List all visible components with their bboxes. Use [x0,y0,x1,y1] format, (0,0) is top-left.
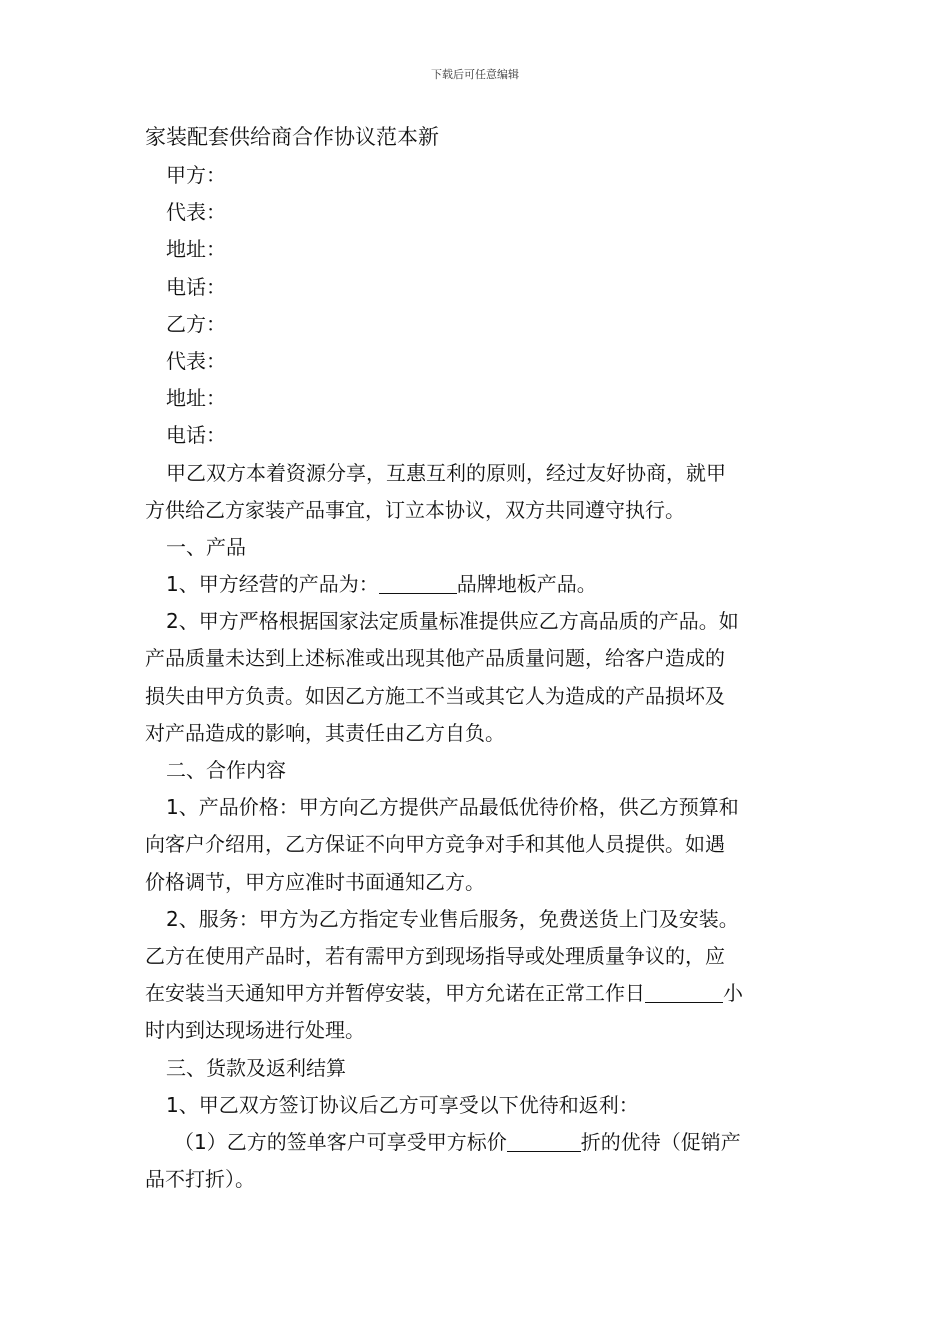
paragraph-line: 乙方在使用产品时，若有需甲方到现场指导或处理质量争议的，应 [145,943,725,968]
paragraph-line [145,975,809,1012]
section-heading: 二、合作内容 [166,758,286,782]
fill-in-blank [379,571,457,594]
text-fragment: 1、甲方经营的产品为： [166,572,379,597]
paragraph-line: 价格调节，甲方应准时书面通知乙方。 [145,869,485,894]
party-b-rep: 代表： [166,348,226,373]
fill-in-blank [645,980,723,1003]
party-b-phone: 电话： [166,423,226,448]
page-header: 下载后可任意编辑 [431,68,519,81]
section-heading: 三、货款及返利结算 [166,1055,346,1080]
party-a-rep: 代表： [166,200,226,225]
intro-line: 甲乙双方本着资源分享，互惠互利的原则，经过友好协商，就甲 [166,460,726,485]
party-a-label: 甲方： [166,163,226,187]
paragraph-line [145,1124,809,1161]
paragraph-line: 产品质量未达到上述标准或出现其他产品质量问题，给客户造成的 [145,646,725,671]
paragraph-line: 2、服务：甲方为乙方指定专业售后服务，免费送货上门及安装。 [166,906,739,931]
text-fragment: 折的优待（促销产 [580,1129,741,1154]
paragraph-line: 对产品造成的影响，其责任由乙方自负。 [145,720,505,745]
text-fragment: 小 [723,981,743,1006]
paragraph-line: 品不打折）。 [145,1167,255,1192]
text-fragment: 在安装当天通知甲方并暂停安装，甲方允诺在正常工作日 [145,981,645,1006]
fill-in-blank [507,1129,581,1152]
party-b-address: 地址： [166,386,226,411]
section-heading: 一、产品 [166,534,246,559]
document-body [145,157,809,1198]
intro-line: 方供给乙方家装产品事宜，订立本协议，双方共同遵守执行。 [145,497,685,522]
paragraph-line [145,566,809,603]
text-fragment: 品牌地板产品。 [456,572,597,597]
party-a-phone: 电话： [166,274,226,299]
paragraph-line: 损失由甲方负责。如因乙方施工不当或其它人为造成的产品损坏及 [145,683,725,708]
text-fragment: （1）乙方的签单客户可享受甲方标价 [174,1129,507,1154]
party-a-address: 地址： [166,237,226,262]
paragraph-line: 1、产品价格：甲方向乙方提供产品最低优待价格，供乙方预算和 [166,795,739,820]
paragraph-line: 1、甲乙双方签订协议后乙方可享受以下优待和返利： [166,1092,639,1117]
party-b-label: 乙方： [166,311,226,336]
document-title: 家装配套供给商合作协议范本新 [145,125,439,149]
paragraph-line: 2、甲方严格根据国家法定质量标准提供应乙方高品质的产品。如 [166,609,739,634]
paragraph-line: 向客户介绍用，乙方保证不向甲方竞争对手和其他人员提供。如遇 [145,832,725,857]
paragraph-line: 时内到达现场进行处理。 [145,1018,365,1043]
